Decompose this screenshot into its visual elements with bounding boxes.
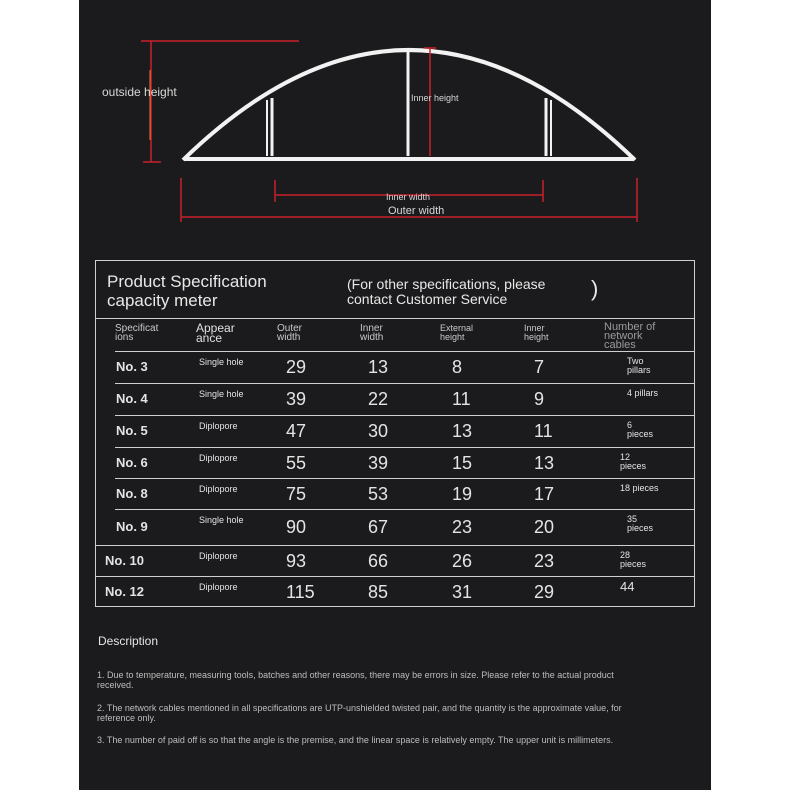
- cell-external-height: 19: [452, 483, 473, 504]
- cell-spec-no: No. 12: [105, 583, 145, 599]
- row-line: [115, 383, 695, 384]
- description-item-2: 2. The network cables mentioned in all specifications are UTP-unshielded twisted pair, and the quantity is the approximate value, for reference only.: [97, 703, 622, 723]
- cell-external-height: 31: [452, 581, 473, 602]
- cell-external-height: 15: [452, 452, 473, 473]
- cell-network-cables: Two pillars: [627, 356, 651, 375]
- header-inner-width: Inner width: [360, 323, 384, 343]
- header-network-cables: Number of network cables: [604, 321, 656, 351]
- cell-outer-width: 39: [286, 389, 307, 409]
- header-inner-height: Inner height: [524, 323, 549, 342]
- cell-spec-no: No. 5: [116, 423, 148, 438]
- cell-inner-width: 53: [368, 483, 389, 504]
- cell-inner-width: 22: [368, 389, 389, 409]
- row-line: [95, 576, 695, 577]
- cell-appearance: Diplopore: [199, 421, 238, 431]
- cell-spec-no: No. 8: [116, 485, 148, 501]
- cell-inner-height: 7: [534, 357, 545, 377]
- cell-external-height: 13: [452, 421, 473, 441]
- cell-outer-width: 75: [286, 483, 307, 504]
- header-outer-width: Outer width: [277, 323, 303, 343]
- cell-appearance: Single hole: [199, 389, 244, 399]
- cell-external-height: 8: [452, 357, 463, 377]
- cell-outer-width: 29: [286, 357, 307, 377]
- cell-inner-height: 13: [534, 452, 555, 473]
- header-top-line: [95, 318, 695, 319]
- cell-external-height: 11: [452, 389, 471, 409]
- cell-appearance: Diplopore: [199, 453, 238, 463]
- cell-spec-no: No. 6: [116, 454, 148, 470]
- description-item-1: 1. Due to temperature, measuring tools, batches and other reasons, there may be errors in size. Please refer to the actual product received.: [97, 670, 614, 690]
- cell-outer-width: 90: [286, 517, 307, 537]
- header-external-height: External height: [440, 323, 474, 342]
- cell-appearance: Single hole: [199, 515, 244, 525]
- cell-network-cables: 35 pieces: [627, 514, 654, 533]
- cell-spec-no: No. 4: [116, 391, 148, 406]
- cell-inner-height: 23: [534, 550, 555, 571]
- cell-appearance: Diplopore: [199, 484, 238, 494]
- cell-spec-no: No. 10: [105, 552, 145, 568]
- cell-appearance: Single hole: [199, 357, 244, 367]
- row-line: [115, 351, 695, 352]
- cell-network-cables: 44: [620, 579, 635, 594]
- cell-outer-width: 115: [286, 581, 315, 602]
- cell-inner-width: 66: [368, 550, 389, 571]
- cell-appearance: Diplopore: [199, 551, 238, 561]
- cell-inner-width: 13: [368, 357, 389, 377]
- outside-height-label: outside height: [102, 85, 177, 99]
- cell-network-cables: 12 pieces: [620, 452, 647, 471]
- cell-outer-width: 93: [286, 550, 307, 571]
- cell-outer-width: 47: [286, 421, 307, 441]
- inner-height-label: Inner height: [411, 93, 459, 103]
- cell-inner-width: 67: [368, 517, 389, 537]
- row-line: [115, 447, 695, 448]
- cell-appearance: Diplopore: [199, 582, 238, 592]
- cell-inner-height: 9: [534, 389, 545, 409]
- cell-inner-width: 39: [368, 452, 389, 473]
- cell-inner-height: 17: [534, 483, 555, 504]
- spec-table: [95, 260, 695, 607]
- inner-width-label: Inner width: [386, 192, 431, 202]
- row-line: [115, 509, 695, 510]
- header-specifications: Specificat ions: [115, 323, 159, 343]
- cell-spec-no: No. 3: [116, 359, 148, 374]
- spec-note: (For other specifications, please contact Customer Service: [347, 276, 546, 307]
- cell-network-cables: 28 pieces: [620, 550, 647, 569]
- cell-inner-width: 85: [368, 581, 389, 602]
- outer-width-label: Outer width: [388, 205, 445, 217]
- description-title: Description: [98, 634, 159, 648]
- spec-title: Product Specification capacity meter: [107, 272, 267, 310]
- row-line: [115, 478, 695, 479]
- cell-external-height: 23: [452, 517, 473, 537]
- row-line: [95, 545, 695, 546]
- cell-inner-height: 29: [534, 581, 555, 602]
- cell-spec-no: No. 9: [116, 519, 148, 534]
- cell-inner-height: 20: [534, 517, 555, 537]
- cell-inner-width: 30: [368, 421, 389, 441]
- cross-section-diagram: [79, 0, 711, 240]
- cell-outer-width: 55: [286, 452, 307, 473]
- cell-network-cables: 4 pillars: [627, 388, 659, 398]
- cell-inner-height: 11: [534, 421, 553, 441]
- header-appearance: Appear ance: [196, 321, 235, 345]
- description-item-3: 3. The number of paid off is so that the angle is the premise, and the linear space is relatively empty. The upper unit is millimeters.: [97, 735, 614, 745]
- row-line: [115, 415, 695, 416]
- cell-network-cables: 6 pieces: [627, 420, 654, 439]
- cell-external-height: 26: [452, 550, 473, 571]
- spec-note-paren: ): [591, 276, 599, 301]
- product-info-panel: [79, 0, 711, 790]
- cell-network-cables: 18 pieces: [620, 483, 659, 493]
